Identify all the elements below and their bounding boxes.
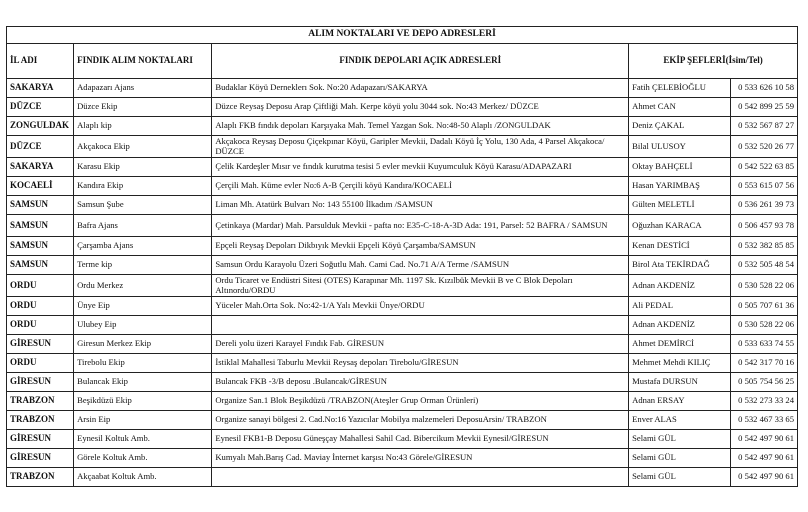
cell-alim: Akçaabat Koltuk Amb. bbox=[74, 468, 212, 487]
cell-depo: Organize sanayi bölgesi 2. Cad.No:16 Yazıcılar Mobilya malzemeleri DeposuArsin/ TRABZON bbox=[212, 411, 629, 430]
cell-sef: Kenan DESTİCİ bbox=[629, 237, 731, 256]
cell-alim: Çarşamba Ajans bbox=[74, 237, 212, 256]
table-row bbox=[7, 468, 798, 487]
cell-depo: Liman Mh. Atatürk Bulvarı No: 143 55100 İlkadım /SAMSUN bbox=[212, 196, 629, 215]
cell-tel: 0 530 528 22 06 bbox=[730, 275, 797, 297]
cell-il: SAMSUN bbox=[7, 256, 74, 275]
cell-tel: 0 533 626 10 58 bbox=[730, 79, 797, 98]
table-row bbox=[7, 98, 798, 117]
table-row bbox=[7, 177, 798, 196]
table-row bbox=[7, 335, 798, 354]
cell-tel: 0 532 567 87 27 bbox=[730, 117, 797, 136]
cell-tel: 0 553 615 07 56 bbox=[730, 177, 797, 196]
cell-tel: 0 532 505 48 54 bbox=[730, 256, 797, 275]
cell-tel: 0 505 754 56 25 bbox=[730, 373, 797, 392]
table-row bbox=[7, 256, 798, 275]
cell-alim: Arsin Eip bbox=[74, 411, 212, 430]
cell-sef: Oktay BAHÇELİ bbox=[629, 158, 731, 177]
table-row bbox=[7, 354, 798, 373]
cell-alim: Giresun Merkez Ekip bbox=[74, 335, 212, 354]
cell-sef: Ali PEDAL bbox=[629, 297, 731, 316]
cell-alim: Karasu Ekip bbox=[74, 158, 212, 177]
cell-depo: Budaklar Köyü Derneklerı Sok. No:20 Adapazarı/SAKARYA bbox=[212, 79, 629, 98]
cell-alim: Terme kip bbox=[74, 256, 212, 275]
cell-il: DÜZCE bbox=[7, 136, 74, 158]
cell-depo: Bulancak FKB -3/B deposu .Bulancak/GİRESUN bbox=[212, 373, 629, 392]
table-row bbox=[7, 392, 798, 411]
cell-tel: 0 532 467 33 65 bbox=[730, 411, 797, 430]
cell-tel: 0 532 273 33 24 bbox=[730, 392, 797, 411]
cell-depo: Düzce Reysaş Deposu Arap Çiftliği Mah. Kerpe köyü yolu 3044 sok. No:43 Merkez/ DÜZCE bbox=[212, 98, 629, 117]
cell-sef: Selami GÜL bbox=[629, 449, 731, 468]
cell-sef: Birol Ata TEKİRDAĞ bbox=[629, 256, 731, 275]
header-alim: FINDIK ALIM NOKTALARI bbox=[74, 44, 212, 79]
cell-depo: Çelik Kardeşler Mısır ve fındık kurutma tesisi 5 evler mevkii Kuyumculuk Köyü Karasu/ADAPAZARI bbox=[212, 158, 629, 177]
cell-il: TRABZON bbox=[7, 468, 74, 487]
cell-depo bbox=[212, 468, 629, 487]
header-sef: EKİP ŞEFLERİ(İsim/Tel) bbox=[629, 44, 798, 79]
cell-il: GİRESUN bbox=[7, 335, 74, 354]
header-il: İL ADI bbox=[7, 44, 74, 79]
cell-tel: 0 536 261 39 73 bbox=[730, 196, 797, 215]
cell-sef: Mustafa DURSUN bbox=[629, 373, 731, 392]
cell-alim: Tirebolu Ekip bbox=[74, 354, 212, 373]
cell-il: ORDU bbox=[7, 297, 74, 316]
cell-tel: 0 542 522 63 85 bbox=[730, 158, 797, 177]
cell-tel: 0 542 497 90 61 bbox=[730, 468, 797, 487]
cell-il: SAMSUN bbox=[7, 215, 74, 237]
cell-il: SAKARYA bbox=[7, 158, 74, 177]
cell-tel: 0 542 899 25 59 bbox=[730, 98, 797, 117]
cell-il: ORDU bbox=[7, 316, 74, 335]
cell-alim: Ulubey Eip bbox=[74, 316, 212, 335]
cell-tel: 0 532 382 85 85 bbox=[730, 237, 797, 256]
table-row bbox=[7, 373, 798, 392]
cell-il: DÜZCE bbox=[7, 98, 74, 117]
cell-sef: Selami GÜL bbox=[629, 430, 731, 449]
cell-alim: Görele Koltuk Amb. bbox=[74, 449, 212, 468]
cell-alim: Ünye Eip bbox=[74, 297, 212, 316]
cell-il: ORDU bbox=[7, 354, 74, 373]
table-row bbox=[7, 136, 798, 158]
cell-il: SAMSUN bbox=[7, 196, 74, 215]
cell-sef: Mehmet Mehdi KILIÇ bbox=[629, 354, 731, 373]
table-title: ALIM NOKTALARI VE DEPO ADRESLERİ bbox=[7, 27, 798, 44]
cell-il: TRABZON bbox=[7, 411, 74, 430]
table-row bbox=[7, 237, 798, 256]
cell-il: ORDU bbox=[7, 275, 74, 297]
cell-depo: İstiklal Mahallesi Taburlu Mevkii Reysaş depoları Tirebolu/GİRESUN bbox=[212, 354, 629, 373]
cell-il: KOCAELİ bbox=[7, 177, 74, 196]
cell-il: GİRESUN bbox=[7, 373, 74, 392]
cell-il: GİRESUN bbox=[7, 430, 74, 449]
cell-depo: Alaplı FKB fındık depoları Karşıyaka Mah. Temel Yazgan Sok. No:48-50 Alaplı /ZONGULDAK bbox=[212, 117, 629, 136]
cell-depo: Epçeli Reysaş Depoları Dikbıyık Mevkii Epçeli Köyü Çarşamba/SAMSUN bbox=[212, 237, 629, 256]
cell-alim: Samsun Şube bbox=[74, 196, 212, 215]
cell-sef: Bilal ULUSOY bbox=[629, 136, 731, 158]
header-row bbox=[7, 44, 798, 79]
cell-tel: 0 542 317 70 16 bbox=[730, 354, 797, 373]
cell-sef: Selami GÜL bbox=[629, 468, 731, 487]
cell-sef: Enver ALAS bbox=[629, 411, 731, 430]
cell-depo: Samsun Ordu Karayolu Üzeri Soğutlu Mah. Cami Cad. No.71 A/A Terme /SAMSUN bbox=[212, 256, 629, 275]
table-row bbox=[7, 117, 798, 136]
cell-depo: Akçakoca Reysaş Deposu Çiçekpınar Köyü, Garipler Mevkii, Dadalı Köyü İç Yolu, 130 Ada, 4 Parsel Akçakoca/ DÜZCE bbox=[212, 136, 629, 158]
table-row bbox=[7, 215, 798, 237]
cell-tel: 0 505 707 61 36 bbox=[730, 297, 797, 316]
cell-sef: Deniz ÇAKAL bbox=[629, 117, 731, 136]
cell-sef: Gülten MELETLİ bbox=[629, 196, 731, 215]
cell-tel: 0 506 457 93 78 bbox=[730, 215, 797, 237]
cell-il: SAKARYA bbox=[7, 79, 74, 98]
cell-alim: Eynesil Koltuk Amb. bbox=[74, 430, 212, 449]
cell-tel: 0 530 528 22 06 bbox=[730, 316, 797, 335]
cell-alim: Bafra Ajans bbox=[74, 215, 212, 237]
cell-alim: Kandıra Ekip bbox=[74, 177, 212, 196]
cell-sef: Hasan YARIMBAŞ bbox=[629, 177, 731, 196]
cell-tel: 0 542 497 90 61 bbox=[730, 430, 797, 449]
cell-sef: Adnan ERSAY bbox=[629, 392, 731, 411]
cell-tel: 0 542 497 90 61 bbox=[730, 449, 797, 468]
cell-sef: Ahmet DEMİRCİ bbox=[629, 335, 731, 354]
cell-il: SAMSUN bbox=[7, 237, 74, 256]
cell-il: ZONGULDAK bbox=[7, 117, 74, 136]
table-row bbox=[7, 196, 798, 215]
table-row bbox=[7, 158, 798, 177]
cell-alim: Bulancak Ekip bbox=[74, 373, 212, 392]
table-row bbox=[7, 411, 798, 430]
table-row bbox=[7, 430, 798, 449]
cell-sef: Fatih ÇELEBİOĞLU bbox=[629, 79, 731, 98]
cell-depo: Çetinkaya (Mardar) Mah. Parsulduk Mevkii - pafta no: E35-C-18-A-3D Ada: 191, Parsel: 52 BAFRA / SAMSUN bbox=[212, 215, 629, 237]
cell-sef: Ahmet CAN bbox=[629, 98, 731, 117]
cell-alim: Ordu Merkez bbox=[74, 275, 212, 297]
cell-tel: 0 533 633 74 55 bbox=[730, 335, 797, 354]
cell-sef: Adnan AKDENİZ bbox=[629, 275, 731, 297]
cell-depo: Dereli yolu üzeri Karayel Fındık Fab. GİRESUN bbox=[212, 335, 629, 354]
table-title-row bbox=[7, 27, 798, 44]
table-row bbox=[7, 297, 798, 316]
cell-depo: Ordu Ticaret ve Endüstri Sitesi (OTES) Karapınar Mh. 1197 Sk. Kızılbük Mevkii B ve C Blok Depoları Altınordu/ORDU bbox=[212, 275, 629, 297]
table-row bbox=[7, 316, 798, 335]
cell-depo: Organize San.1 Blok Beşikdüzü /TRABZON(Ateşler Grup Orman Ürünleri) bbox=[212, 392, 629, 411]
cell-depo: Çerçili Mah. Küme evler No:6 A-B Çerçili köyü Kandıra/KOCAELİ bbox=[212, 177, 629, 196]
cell-alim: Düzce Ekip bbox=[74, 98, 212, 117]
table-row bbox=[7, 275, 798, 297]
cell-il: GİRESUN bbox=[7, 449, 74, 468]
cell-alim: Adapazarı Ajans bbox=[74, 79, 212, 98]
cell-il: TRABZON bbox=[7, 392, 74, 411]
addresses-table bbox=[6, 26, 798, 487]
cell-depo: Eynesil FKB1-B Deposu Güneşçay Mahallesi Sahil Cad. Bibercikum Mevkii Eynesil/GİRESUN bbox=[212, 430, 629, 449]
cell-depo bbox=[212, 316, 629, 335]
cell-alim: Beşikdüzü Ekip bbox=[74, 392, 212, 411]
cell-alim: Alaplı kip bbox=[74, 117, 212, 136]
cell-sef: Oğuzhan KARACA bbox=[629, 215, 731, 237]
header-depo: FINDIK DEPOLARI AÇIK ADRESLERİ bbox=[212, 44, 629, 79]
cell-depo: Yüceler Mah.Orta Sok. No:42-1/A Yalı Mevkii Ünye/ORDU bbox=[212, 297, 629, 316]
table-row bbox=[7, 79, 798, 98]
cell-alim: Akçakoca Ekip bbox=[74, 136, 212, 158]
cell-sef: Adnan AKDENİZ bbox=[629, 316, 731, 335]
cell-depo: Kumyalı Mah.Barış Cad. Maviay İnternet karşısı No:43 Görele/GİRESUN bbox=[212, 449, 629, 468]
table-row bbox=[7, 449, 798, 468]
cell-tel: 0 532 520 26 77 bbox=[730, 136, 797, 158]
